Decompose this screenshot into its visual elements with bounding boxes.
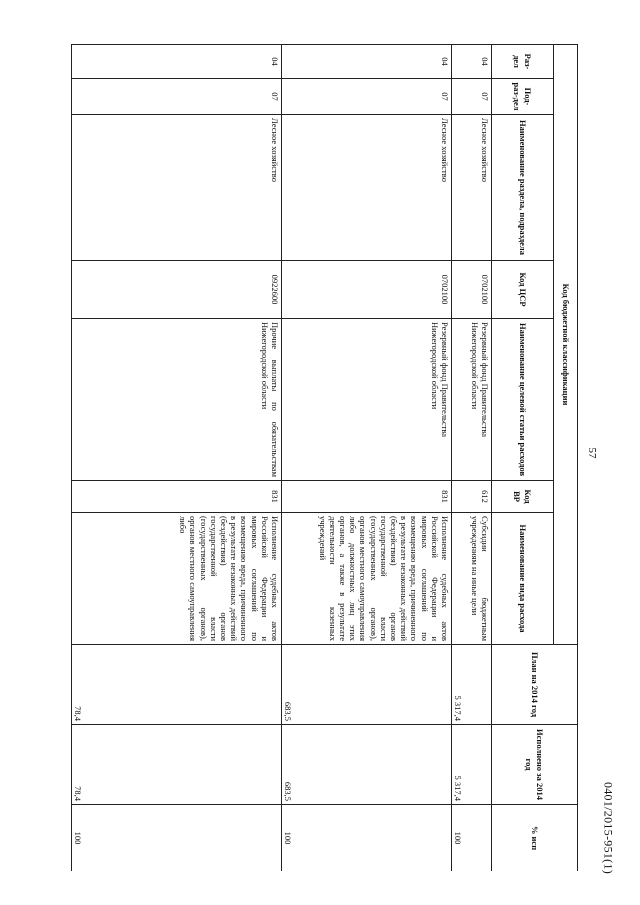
cell-pct: 100 [452,805,492,871]
cell-done: 5 317,4 [452,725,492,805]
cell-csr: 0702100 [452,261,492,319]
cell-vr-name: Исполнение судебных актов Российской Федерации и мировых соглашений по возмещению вреда, причиненного в результате незаконных действий (бездействия) органов государственной власти (государственных органов), органов местного самоуправления либо [72,513,282,645]
budget-table-frame [70,44,578,871]
cell-razdel: 04 [452,45,492,79]
table-row [452,45,492,872]
cell-vr-name: Субсидии бюджетным учреждениям на иные цели [452,513,492,645]
cell-pct: 100 [72,805,282,871]
group-header-row [554,45,578,872]
cell-done: 78,4 [72,725,282,805]
header-razdel: Раз-дел [492,45,554,79]
header-done: Исполнено за 2014 год [492,725,578,805]
cell-section: Лесное хозяйство [72,115,282,261]
cell-vr: 612 [452,481,492,513]
header-vr-name: Наименование вида расхода [492,513,554,645]
document-code: 0401/2015-951(1) [601,781,616,875]
cell-article: Резервный фонд Правительства Нижегородской области [452,319,492,481]
header-plan: План на 2014 год [492,645,578,725]
cell-razdel: 04 [72,45,282,79]
cell-podrazdel: 07 [72,79,282,115]
cell-article: Резервный фонд Правительства Нижегородской области [282,319,452,481]
budget-table [71,44,578,871]
group-header: Код бюджетной классификации [554,45,578,645]
header-csr: Код ЦСР [492,261,554,319]
budget-table-rotated [70,44,578,871]
cell-plan: 683,5 [282,645,452,725]
cell-article: Прочие выплаты по обязательствам Нижегородской области [72,319,282,481]
header-section-name: Наименование раздела, подраздела [492,115,554,261]
header-pct: % исп [492,805,578,871]
header-vr: Код ВР [492,481,554,513]
cell-vr: 831 [282,481,452,513]
cell-vr-name: Исполнение судебных актов Российской Федерации и мировых соглашений по возмещению вреда, причиненного в результате незаконных действий (бездействия) органов государственной власти (государственных органов), органов местного самоуправления либо должностных лиц этих органов, а также в результате деятельности казенных учреждений [282,513,452,645]
header-podrazdel: Под-раз-дел [492,79,554,115]
cell-razdel: 04 [282,45,452,79]
cell-plan: 5 317,4 [452,645,492,725]
cell-done: 683,5 [282,725,452,805]
table-row [72,45,282,872]
cell-plan: 78,4 [72,645,282,725]
table-row [282,45,452,872]
cell-csr: 0702100 [282,261,452,319]
cell-podrazdel: 07 [282,79,452,115]
cell-section: Лесное хозяйство [282,115,452,261]
cell-vr: 831 [72,481,282,513]
header-article-name: Наименование целевой статьи расходов [492,319,554,481]
cell-pct: 100 [282,805,452,871]
cell-section: Лесное хозяйство [452,115,492,261]
cell-podrazdel: 07 [452,79,492,115]
page-number: 57 [586,447,598,459]
cell-csr: 0922600 [72,261,282,319]
